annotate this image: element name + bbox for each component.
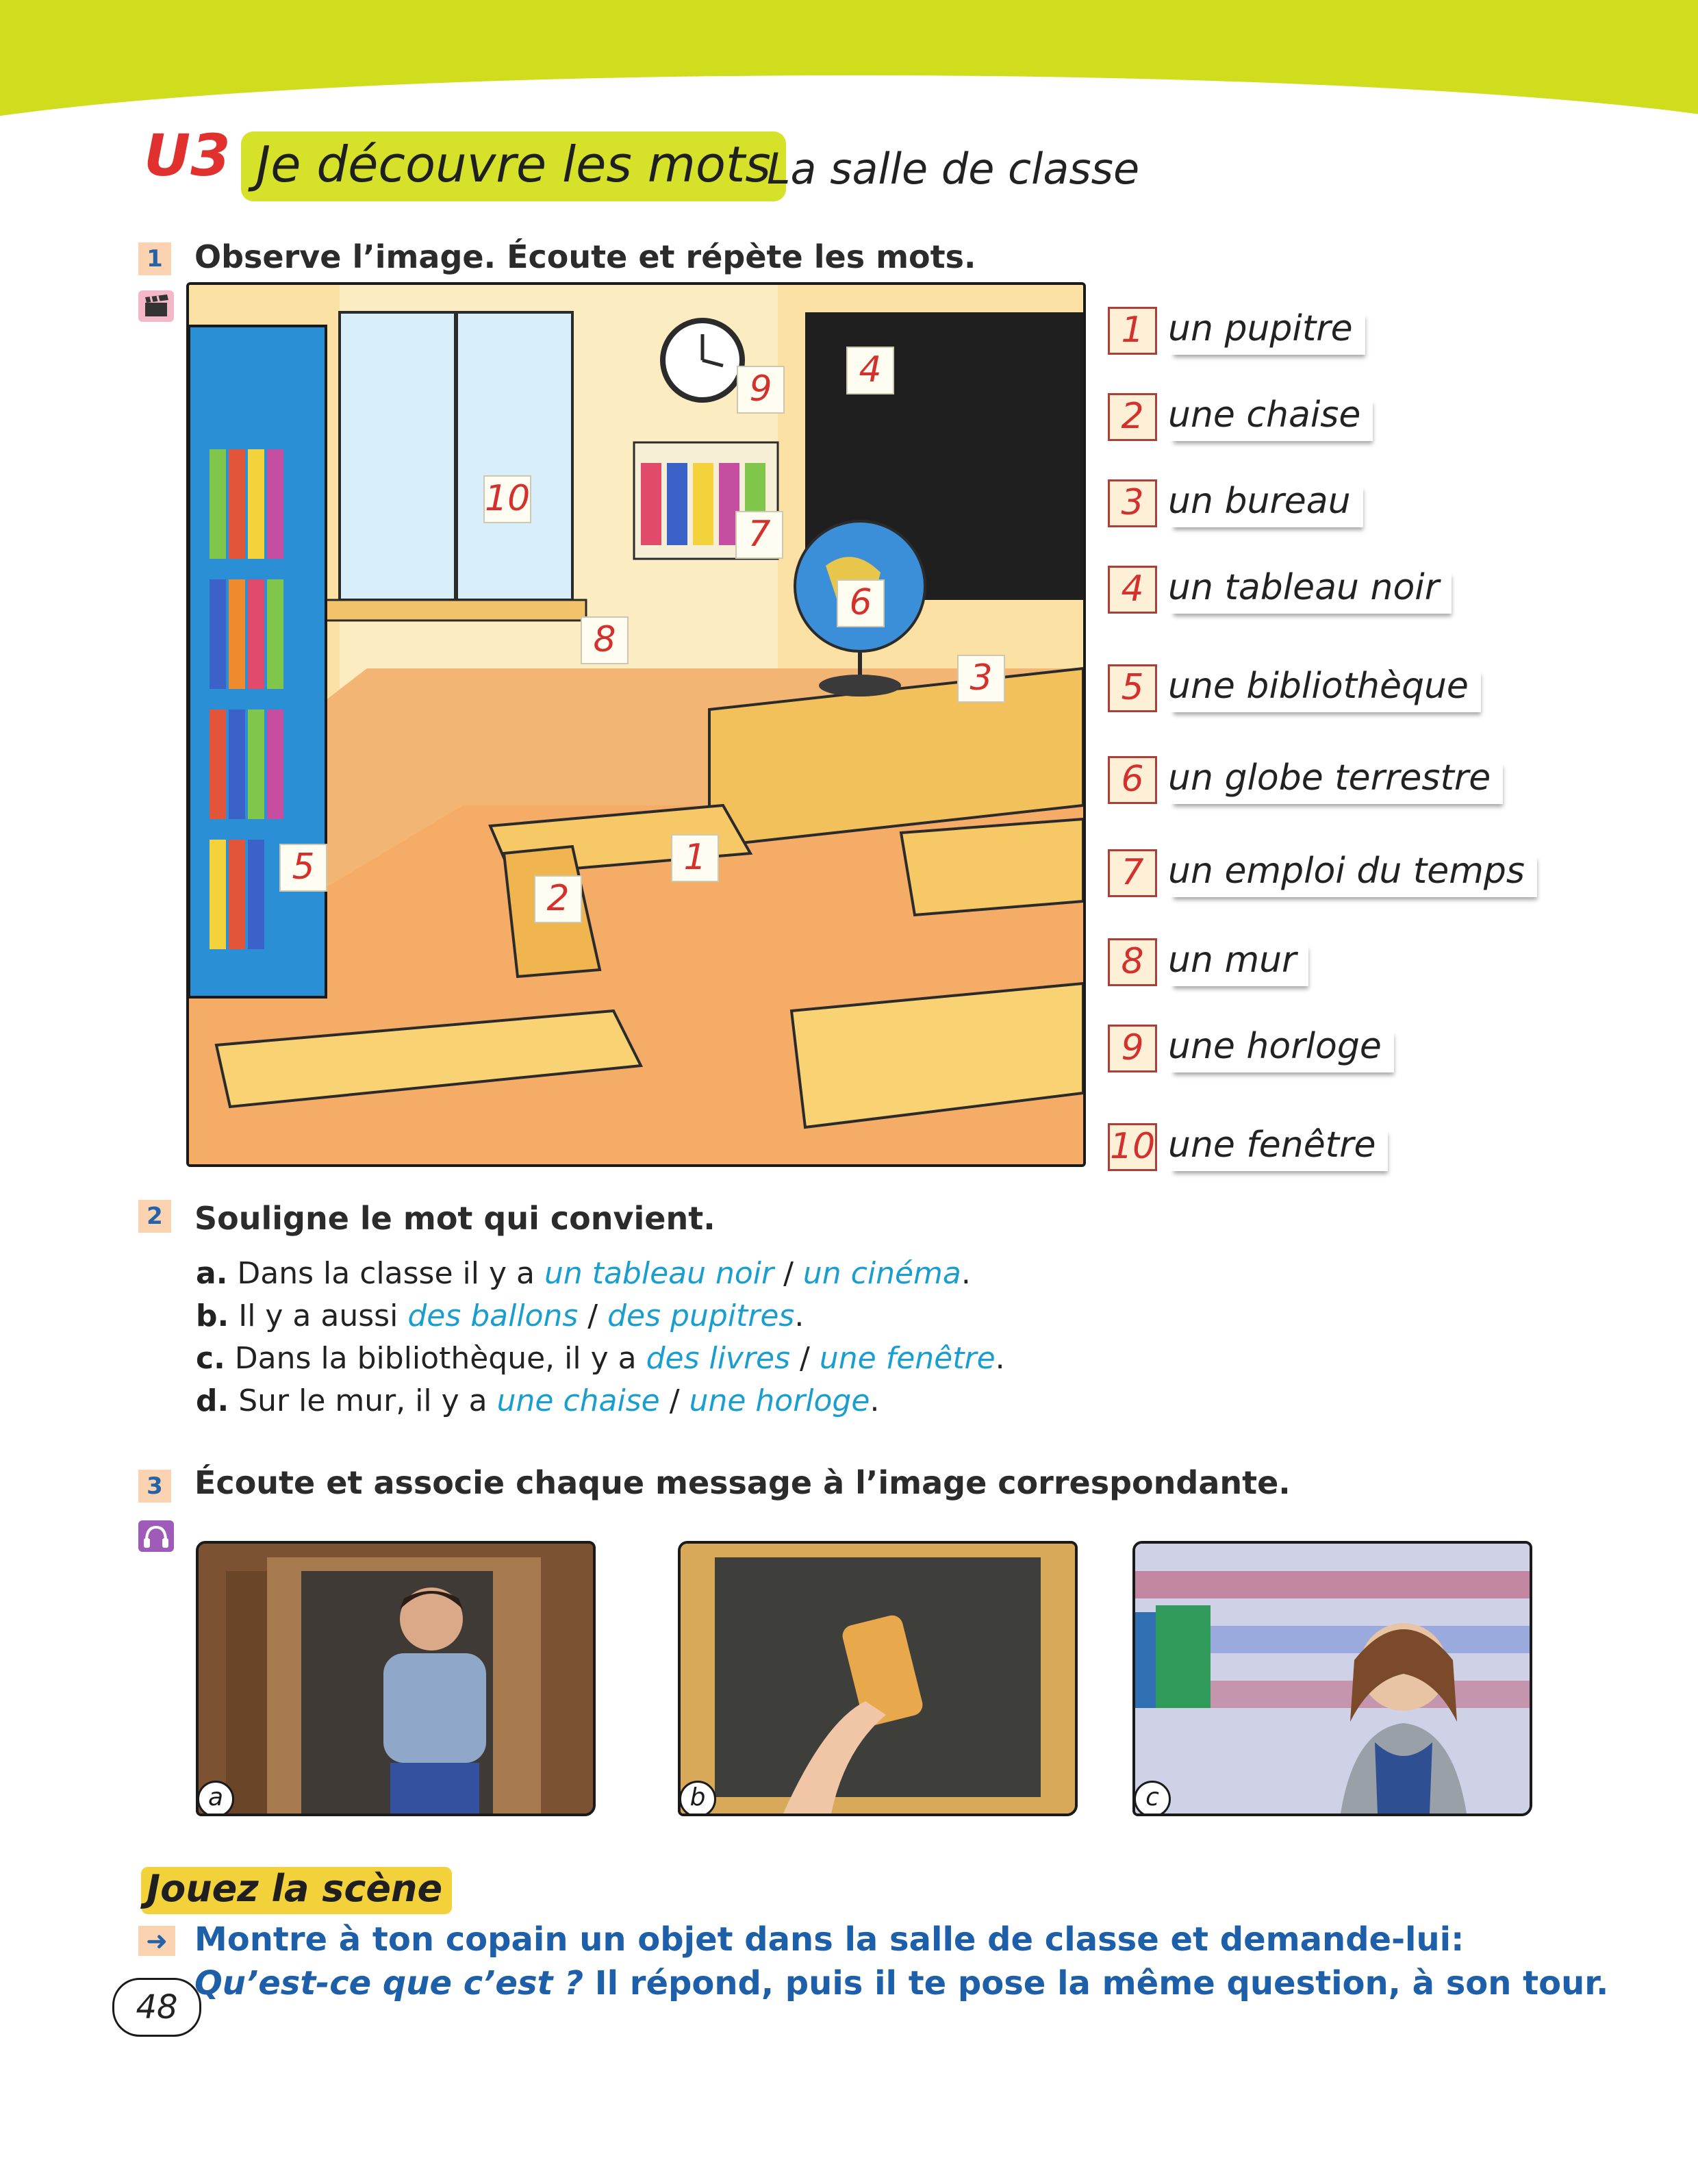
scene-tag-8: 8 xyxy=(581,616,629,664)
scene-tag-5: 5 xyxy=(279,844,327,892)
photo-girl-library[interactable] xyxy=(1132,1541,1532,1816)
vocab-number: 9 xyxy=(1108,1025,1157,1072)
vocab-number: 1 xyxy=(1108,307,1157,355)
item-letter: b. xyxy=(196,1298,229,1333)
vocab-number: 5 xyxy=(1108,664,1157,712)
blackboard-sponge-picture xyxy=(681,1544,1075,1813)
vocab-word: un globe terrestre xyxy=(1165,756,1503,804)
photo-letter-b: b xyxy=(679,1781,716,1816)
classroom-illustration xyxy=(186,282,1086,1167)
photo-letter-a: a xyxy=(197,1781,234,1816)
page-number: 48 xyxy=(112,1978,201,2037)
exercise-3-number: 3 xyxy=(138,1470,171,1503)
item-letter: d. xyxy=(196,1383,229,1418)
vocab-word: une bibliothèque xyxy=(1165,664,1481,712)
item-text: Dans la bibliothèque, il y a xyxy=(234,1341,637,1376)
jouez-line-1: Montre à ton copain un objet dans la salle de classe et demande-lui: xyxy=(194,1920,1465,1959)
vocab-number: 8 xyxy=(1108,938,1157,986)
exercise-2-item xyxy=(196,1256,971,1291)
photo-boy-window[interactable] xyxy=(196,1541,596,1816)
exercise-2-item xyxy=(196,1383,879,1418)
vocab-number: 6 xyxy=(1108,756,1157,804)
option-1[interactable]: un tableau noir xyxy=(544,1256,774,1291)
vocab-word: une fenêtre xyxy=(1165,1123,1388,1171)
jouez-title: Jouez la scène xyxy=(141,1867,452,1914)
video-clapper-icon[interactable] xyxy=(138,290,174,322)
item-text: Il y a aussi xyxy=(238,1298,398,1333)
option-2[interactable]: une fenêtre xyxy=(819,1341,996,1376)
headphones-icon[interactable] xyxy=(138,1520,174,1552)
classroom-drawing xyxy=(189,285,1083,1164)
item-end: . xyxy=(961,1256,971,1291)
vocab-number: 3 xyxy=(1108,479,1157,527)
item-letter: c. xyxy=(196,1341,225,1376)
option-separator: / xyxy=(800,1341,810,1376)
exercise-2-number: 2 xyxy=(138,1200,171,1233)
page-subtitle: La salle de classe xyxy=(767,144,1140,194)
vocab-word: une chaise xyxy=(1165,393,1373,441)
scene-tag-10: 10 xyxy=(483,475,531,523)
photo-letter-c: c xyxy=(1134,1781,1171,1816)
vocab-word: un mur xyxy=(1165,938,1308,986)
question-text: Qu’est-ce que c’est ? xyxy=(194,1964,584,2003)
exercise-2-item xyxy=(196,1341,1005,1376)
item-text: Dans la classe il y a xyxy=(237,1256,535,1291)
option-1[interactable]: une chaise xyxy=(496,1383,660,1418)
item-end: . xyxy=(794,1298,804,1333)
vocab-number: 7 xyxy=(1108,849,1157,897)
vocab-word: un emploi du temps xyxy=(1165,849,1537,897)
page-title: Je découvre les mots xyxy=(241,131,786,201)
scene-tag-6: 6 xyxy=(837,579,885,627)
photo-blackboard-sponge[interactable] xyxy=(678,1541,1078,1816)
exercise-2-item xyxy=(196,1298,804,1333)
item-letter: a. xyxy=(196,1256,228,1291)
option-2[interactable]: une horloge xyxy=(689,1383,870,1418)
exercise-1-number: 1 xyxy=(138,242,171,275)
arrow-icon: ➜ xyxy=(138,1926,175,1956)
boy-window-picture xyxy=(199,1544,593,1813)
vocab-word: un bureau xyxy=(1165,479,1363,527)
scene-tag-7: 7 xyxy=(735,511,783,559)
option-1[interactable]: des ballons xyxy=(407,1298,579,1333)
item-end: . xyxy=(870,1383,880,1418)
jouez-line-2 xyxy=(194,1964,1608,2003)
vocab-word: un pupitre xyxy=(1165,307,1365,355)
exercise-3-instruction: Écoute et associe chaque message à l’image correspondante. xyxy=(194,1464,1291,1501)
option-1[interactable]: des livres xyxy=(646,1341,791,1376)
item-end: . xyxy=(995,1341,1005,1376)
vocab-number: 4 xyxy=(1108,566,1157,614)
vocab-word: une horloge xyxy=(1165,1025,1394,1072)
jouez-line-2-rest: Il répond, puis il te pose la même question, à son tour. xyxy=(583,1964,1609,2003)
option-2[interactable]: des pupitres xyxy=(607,1298,795,1333)
scene-tag-3: 3 xyxy=(957,655,1005,703)
vocab-word: un tableau noir xyxy=(1165,566,1452,614)
option-separator: / xyxy=(587,1298,598,1333)
unit-label: U3 xyxy=(144,122,231,189)
vocab-number: 2 xyxy=(1108,393,1157,441)
girl-library-picture xyxy=(1135,1544,1530,1813)
scene-tag-2: 2 xyxy=(534,875,582,923)
exercise-2-instruction: Souligne le mot qui convient. xyxy=(194,1200,715,1237)
scene-tag-4: 4 xyxy=(846,347,894,394)
item-text: Sur le mur, il y a xyxy=(238,1383,487,1418)
vocab-number: 10 xyxy=(1108,1123,1157,1171)
exercise-1-instruction: Observe l’image. Écoute et répète les mots. xyxy=(194,238,976,275)
option-separator: / xyxy=(783,1256,794,1291)
scene-tag-1: 1 xyxy=(671,834,719,882)
scene-tag-9: 9 xyxy=(737,366,785,414)
option-separator: / xyxy=(669,1383,680,1418)
option-2[interactable]: un cinéma xyxy=(802,1256,961,1291)
